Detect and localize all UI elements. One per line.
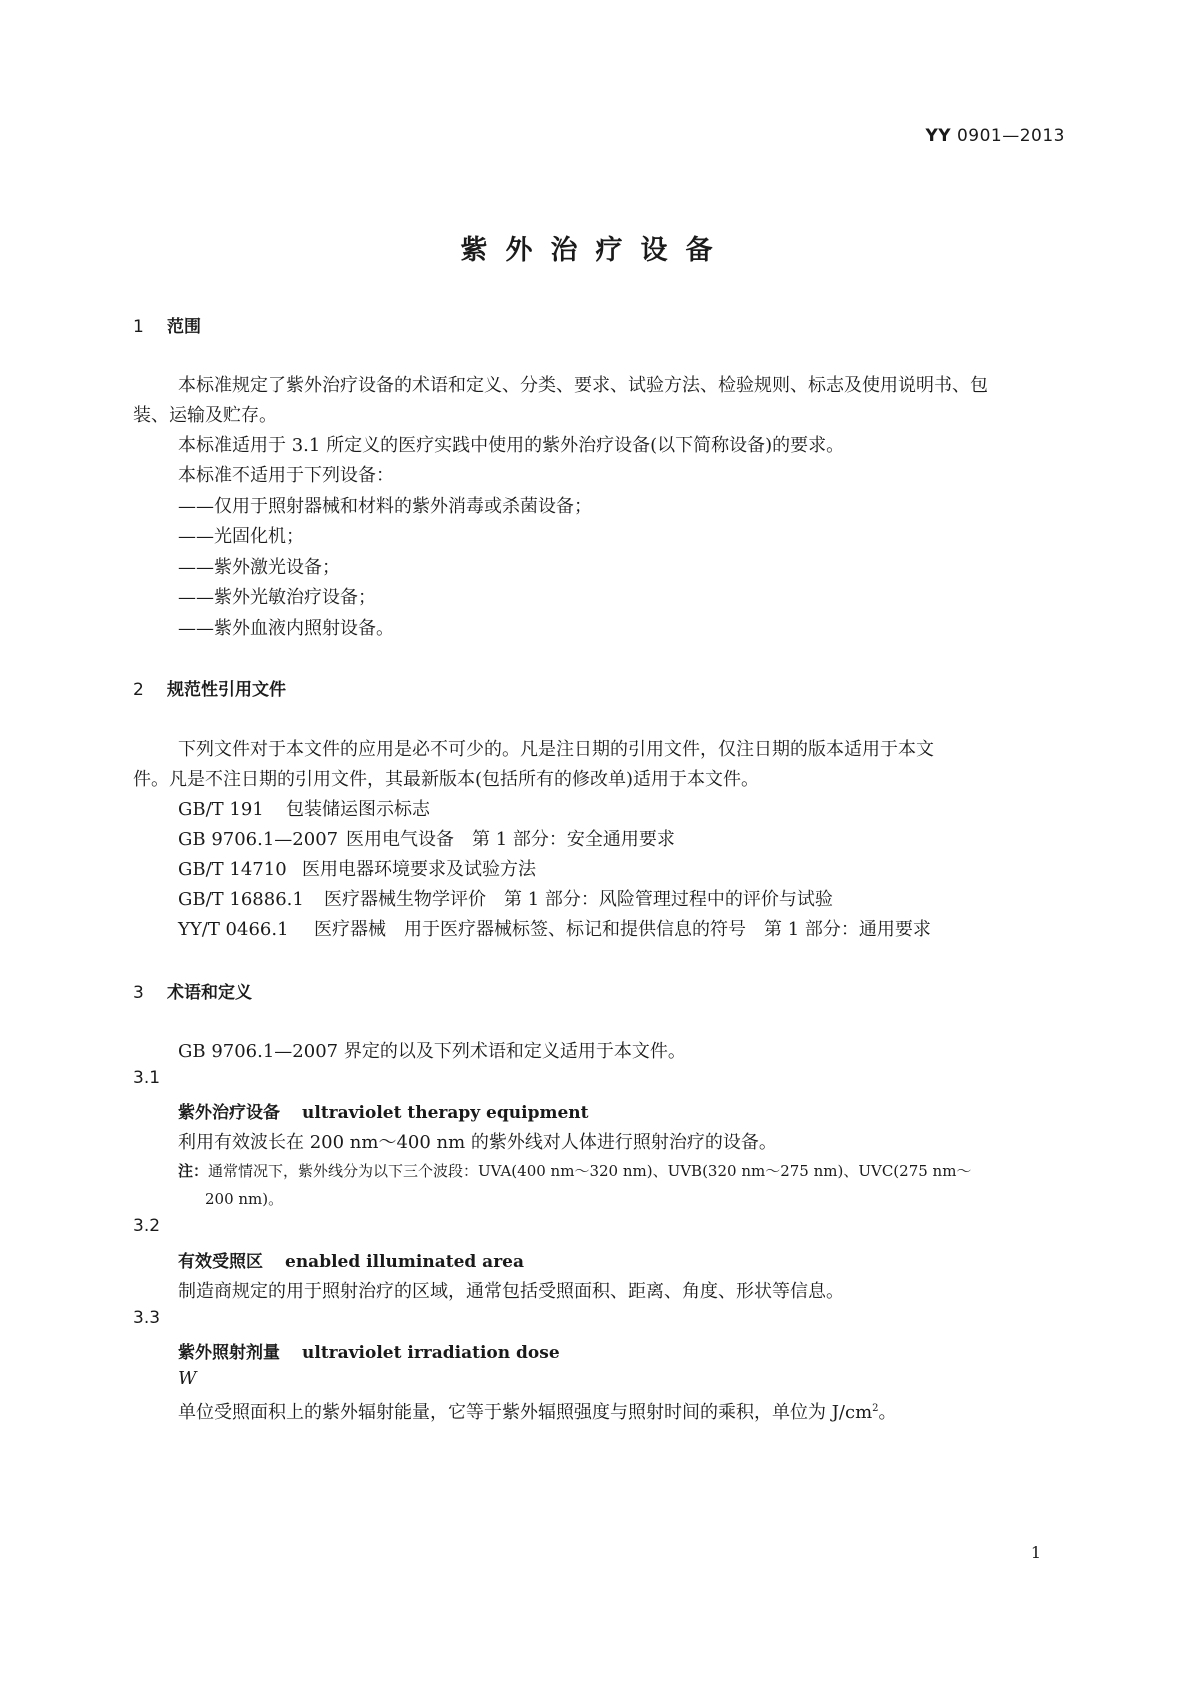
s1-para1-line2: 装、运输及贮存。 bbox=[133, 405, 277, 426]
normative-reference: GB/T 191 包装储运图示标志 bbox=[178, 799, 430, 820]
term-note: 注：通常情况下，紫外线分为以下三个波段：UVA(400 nm～320 nm)、UVB(320 nm～275 nm)、UVC(275 nm～ bbox=[178, 1162, 972, 1180]
term-definition: 单位受照面积上的紫外辐射能量，它等于紫外辐照强度与照射时间的乘积，单位为 $J/cm^2$。 bbox=[178, 1402, 897, 1423]
normative-reference: GB/T 16886.1 医疗器械生物学评价 第 1 部分：风险管理过程中的评价与试验 bbox=[178, 889, 833, 910]
page-number: 1 bbox=[1030, 1543, 1041, 1562]
clause-number: 3.1 bbox=[133, 1068, 161, 1088]
document-title: 紫外治疗设备 bbox=[460, 235, 731, 266]
section-3-heading: 3 术语和定义 bbox=[133, 983, 252, 1003]
s3-intro: GB 9706.1—2007 界定的以及下列术语和定义适用于本文件。 bbox=[178, 1041, 686, 1062]
clause-number: 3.2 bbox=[133, 1216, 161, 1236]
term-symbol: W bbox=[178, 1368, 197, 1389]
clause-number: 3.3 bbox=[133, 1308, 161, 1328]
exclusion-item: ——紫外血液内照射设备。 bbox=[178, 618, 394, 639]
term-definition: 制造商规定的用于照射治疗的区域，通常包括受照面积、距离、角度、形状等信息。 bbox=[178, 1281, 844, 1302]
standard-code: YY 0901—2013 bbox=[925, 126, 1065, 146]
s1-para2: 本标准适用于 3.1 所定义的医疗实践中使用的紫外治疗设备(以下简称设备)的要求。 bbox=[178, 435, 845, 456]
exclusion-item: ——紫外激光设备； bbox=[178, 557, 340, 578]
s2-para1-line1: 下列文件对于本文件的应用是必不可少的。凡是注日期的引用文件，仅注日期的版本适用于本文 bbox=[178, 739, 934, 760]
term-heading: 有效受照区 enabled illuminated area bbox=[178, 1252, 524, 1272]
term-heading: 紫外治疗设备 ultraviolet therapy equipment bbox=[178, 1103, 589, 1123]
section-1-heading: 1 范围 bbox=[133, 317, 201, 337]
exclusion-item: ——仅用于照射器械和材料的紫外消毒或杀菌设备； bbox=[178, 496, 592, 517]
normative-reference: YY/T 0466.1 医疗器械 用于医疗器械标签、标记和提供信息的符号 第 1 部分：通用要求 bbox=[178, 919, 931, 940]
normative-reference: GB/T 14710 医用电器环境要求及试验方法 bbox=[178, 859, 536, 880]
section-2-heading: 2 规范性引用文件 bbox=[133, 680, 286, 700]
s1-para3: 本标准不适用于下列设备： bbox=[178, 465, 394, 486]
s1-para1-line1: 本标准规定了紫外治疗设备的术语和定义、分类、要求、试验方法、检验规则、标志及使用说明书、包 bbox=[178, 375, 988, 396]
normative-reference: GB 9706.1—2007 医用电气设备 第 1 部分：安全通用要求 bbox=[178, 829, 675, 850]
exclusion-item: ——光固化机； bbox=[178, 526, 304, 547]
s2-para1-line2: 件。凡是不注日期的引用文件，其最新版本(包括所有的修改单)适用于本文件。 bbox=[133, 769, 760, 790]
term-note-line2: 200 nm)。 bbox=[205, 1190, 284, 1208]
term-heading: 紫外照射剂量 ultraviolet irradiation dose bbox=[178, 1343, 560, 1363]
exclusion-item: ——紫外光敏治疗设备； bbox=[178, 587, 376, 608]
term-definition: 利用有效波长在 200 nm～400 nm 的紫外线对人体进行照射治疗的设备。 bbox=[178, 1132, 777, 1153]
